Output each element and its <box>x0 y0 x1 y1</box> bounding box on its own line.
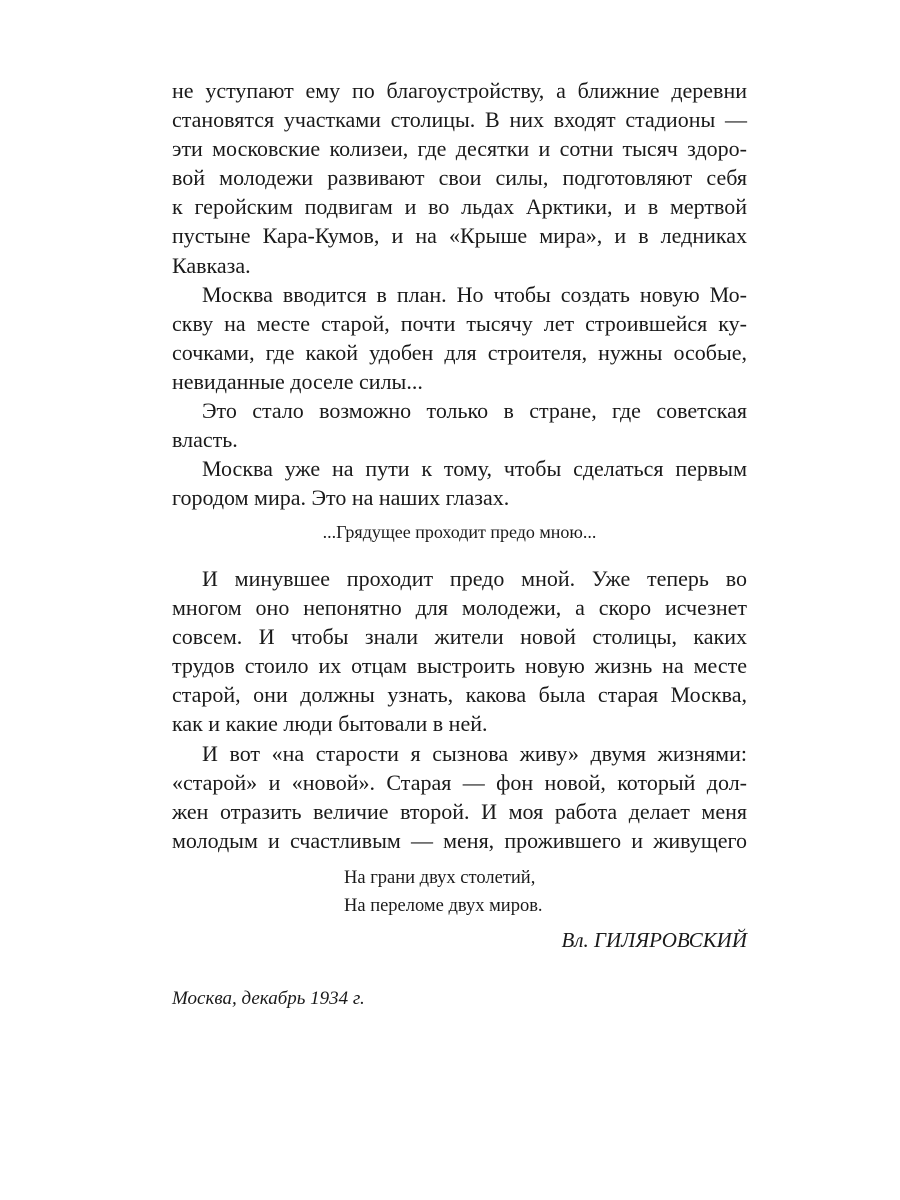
text-line: не уступают ему по благоустройству, а ближние деревни <box>172 78 747 103</box>
text-line: власть. <box>172 427 238 453</box>
text-line: скву на месте старой, почти тысячу лет строившейся ку- <box>172 310 747 336</box>
text-line: Москва уже на пути к тому, чтобы сделаться первым <box>202 456 747 482</box>
text-line: Кавказа. <box>172 252 251 278</box>
text-line: молодым и счастливым — меня, прожившего и живущего <box>172 827 747 853</box>
text-line: И минувшее проходит предо мной. Уже теперь во <box>202 566 747 591</box>
book-page <box>172 76 747 1009</box>
paragraph-block-1 <box>172 76 747 512</box>
verse-line: На переломе двух миров. <box>344 896 543 916</box>
text-line: старой, они должны узнать, какова была старая Москва, <box>172 682 747 708</box>
text-line: как и какие люди бытовали в ней. <box>172 711 488 737</box>
text-line: становятся участками столицы. В них входят стадионы — <box>172 107 747 133</box>
text-line: «старой» и «новой». Старая — фон новой, который дол- <box>172 769 747 795</box>
text-line: трудов стоило их отцам выстроить новую жизнь на месте <box>172 653 747 679</box>
text-line: жен отразить величие второй. И моя работа делает меня <box>172 798 747 824</box>
verse-quote <box>344 864 543 920</box>
epigraph: ...Грядущее проходит предо мною... <box>322 522 597 542</box>
text-line: И вот «на старости я сызнова живу» двумя жизнями: <box>202 740 747 766</box>
text-line: пустыне Кара-Кумов, и на «Крыше мира», и в ледниках <box>172 223 747 249</box>
paragraph-block-2 <box>172 564 747 855</box>
text-line: невиданные доселе силы... <box>172 368 423 394</box>
text-line: сочками, где какой удобен для строителя, нужны особые, <box>172 339 747 365</box>
text-line: к геройским подвигам и во льдах Арктики, и в мертвой <box>172 194 747 220</box>
text-line: многом оно непонятно для молодежи, а скоро исчезнет <box>172 595 747 621</box>
dateline: Москва, декабрь 1934 г. <box>172 988 365 1009</box>
text-line: Москва вводится в план. Но чтобы создать новую Мо- <box>202 281 747 307</box>
author-signature: Вл. ГИЛЯРОВСКИЙ <box>561 928 747 952</box>
text-line: Это стало возможно только в стране, где советская <box>202 398 747 424</box>
text-line: эти московские колизеи, где десятки и сотни тысяч здоро- <box>172 136 747 162</box>
text-line: городом мира. Это на наших глазах. <box>172 485 510 511</box>
text-line: совсем. И чтобы знали жители новой столицы, каких <box>172 624 747 650</box>
text-line: вой молодежи развивают свои силы, подготовляют себя <box>172 165 747 191</box>
verse-line: На грани двух столетий, <box>344 868 536 888</box>
